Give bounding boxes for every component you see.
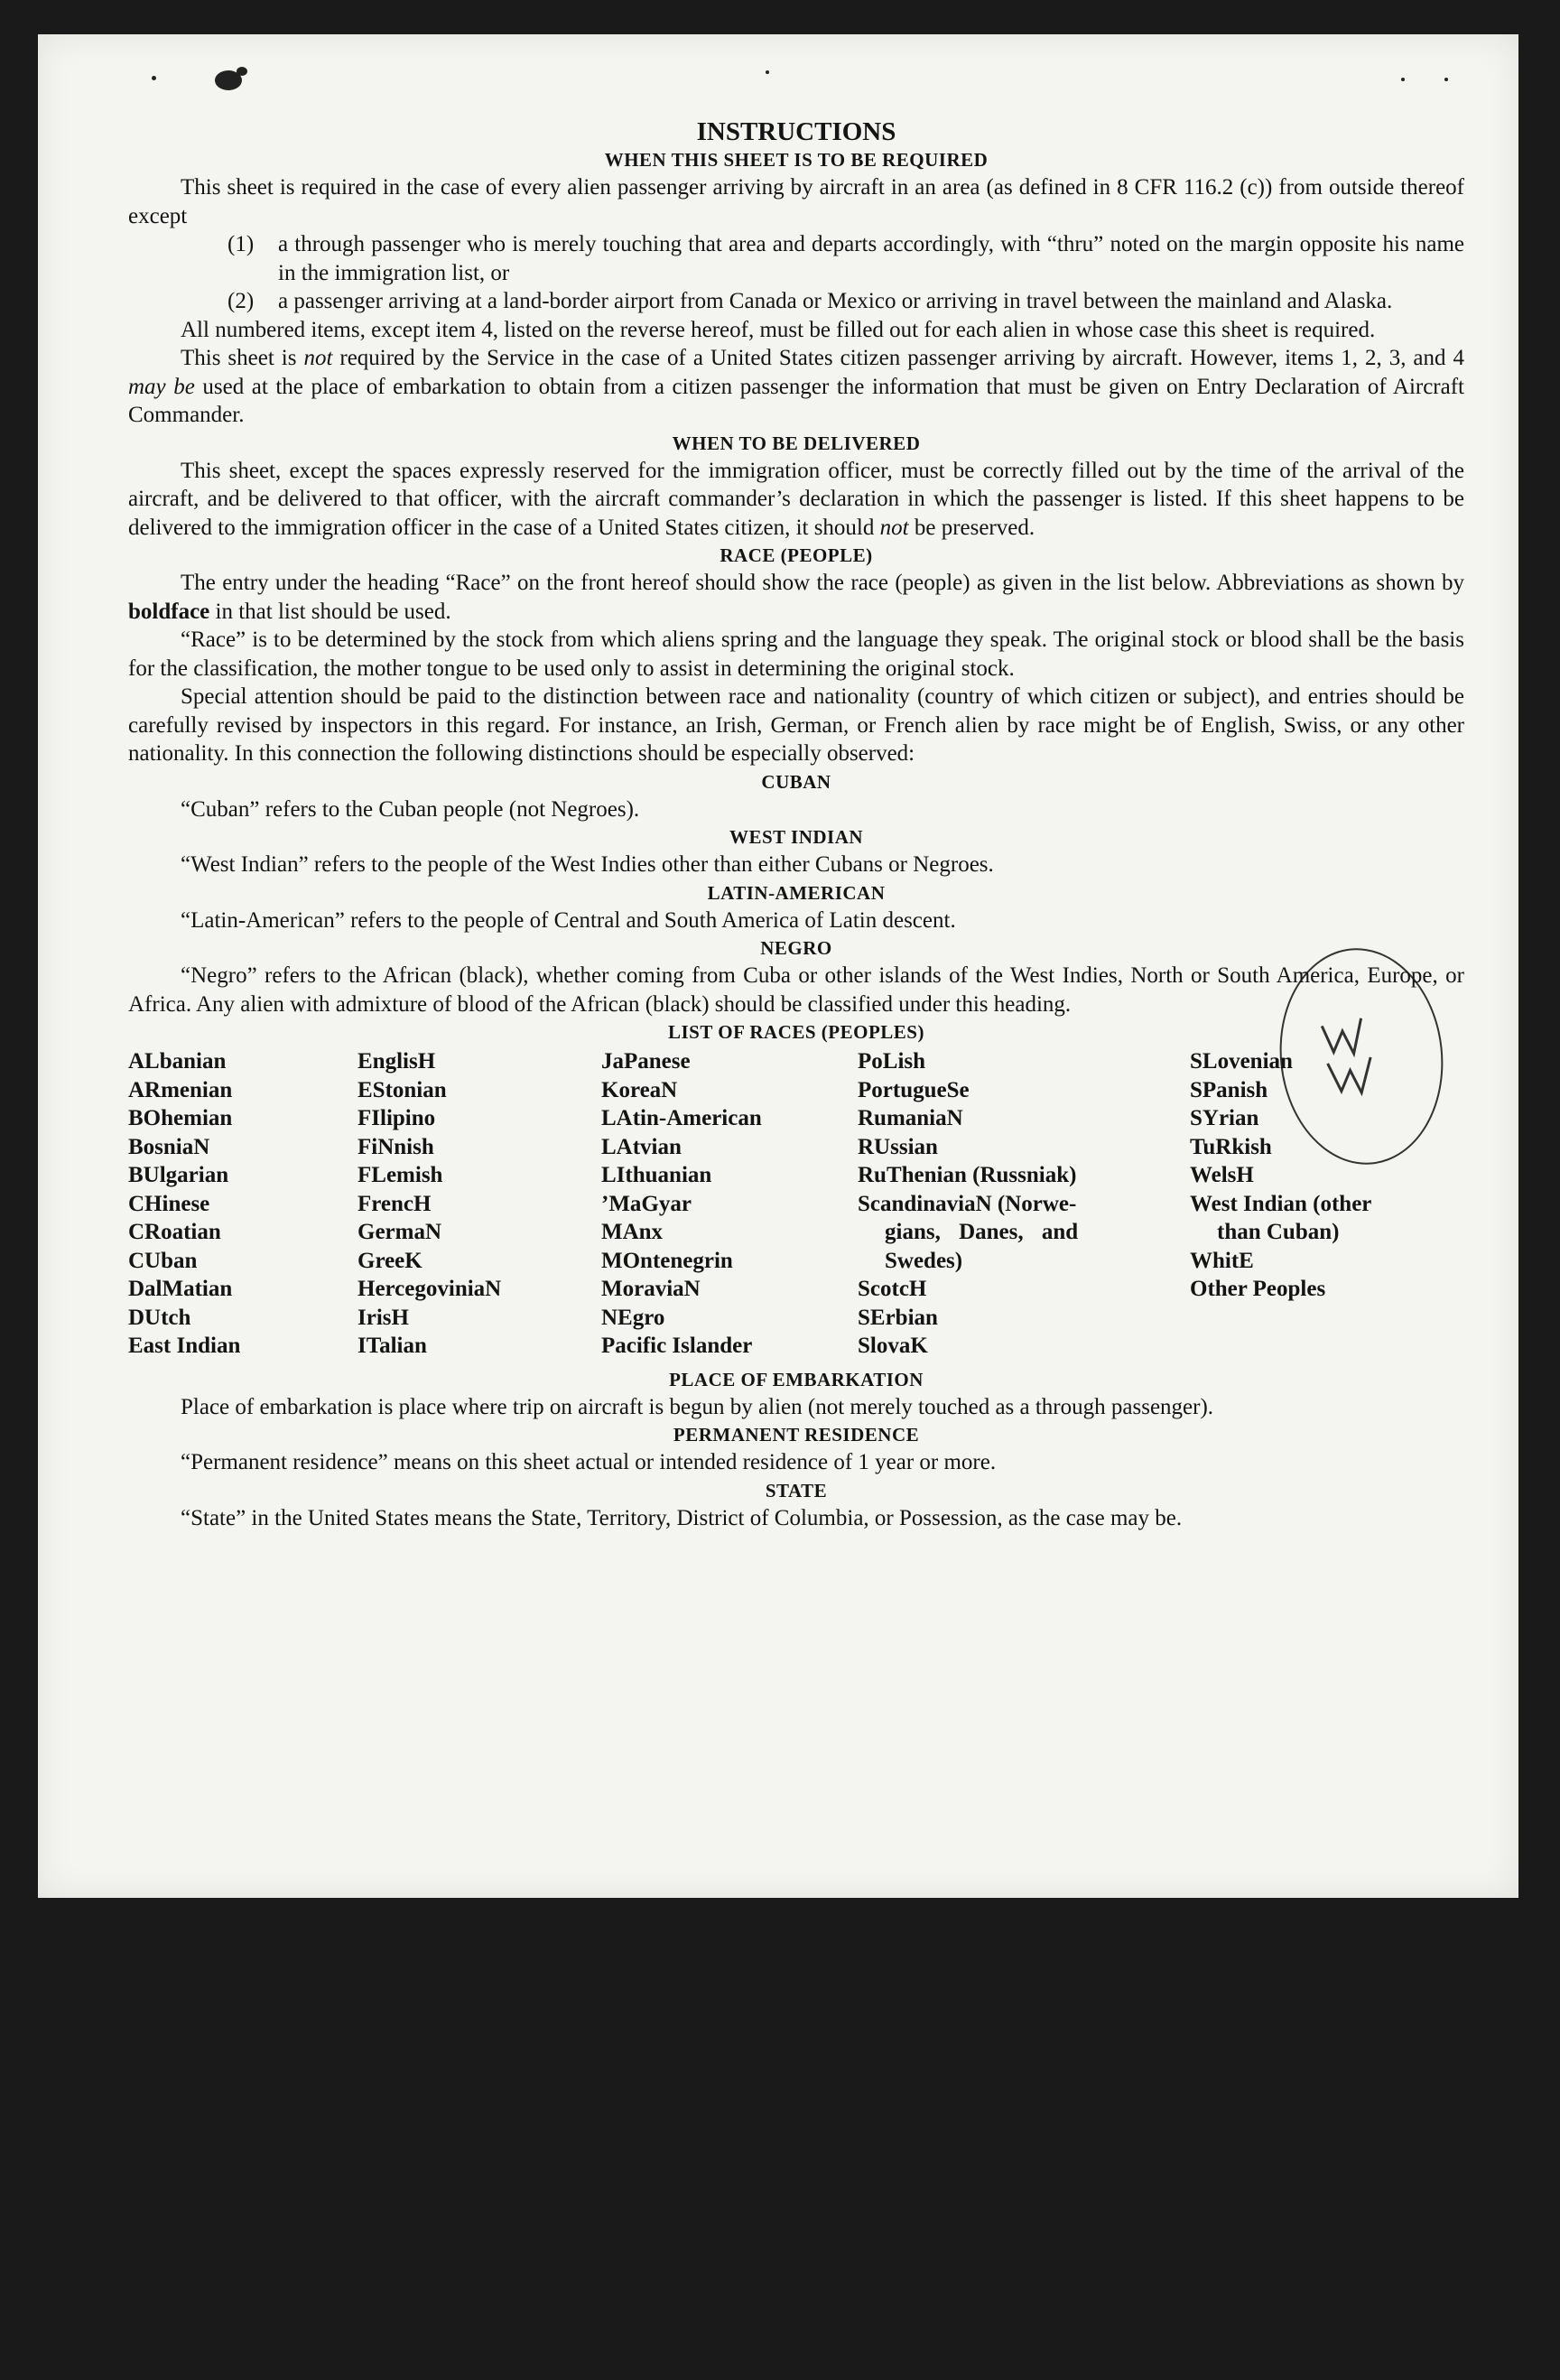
race-entry: ALbanian bbox=[128, 1049, 227, 1074]
ink-speck bbox=[237, 67, 247, 76]
paragraph: All numbered items, except item 4, listed on the reverse hereof, must be filled out for each alien in whose case this sheet is required. bbox=[181, 317, 1376, 342]
section-heading-embarkation: PLACE OF EMBARKATION bbox=[669, 1368, 924, 1390]
race-entry: Swedes) bbox=[885, 1248, 963, 1273]
text-run: This sheet, except the spaces expressly reserved for the immigration officer, must be correctly filled out by the time of the arrival of the aircraft, and be delivered to that officer, with the aircraft commander’s declaration in which the passenger is listed. If this sheet happens to be delivered to the immigration officer in the case of a United States citizen, it should bbox=[128, 458, 1464, 540]
paragraph bbox=[128, 344, 1464, 430]
text-run: used at the place of embarkation to obtain from a citizen passenger the information that must be given on Entry Declaration of Aircraft Commander. bbox=[128, 374, 1465, 427]
race-entry: LAtin-American bbox=[601, 1106, 762, 1130]
paragraph: “State” in the United States means the State, Territory, District of Columbia, or Possession, as the case may be. bbox=[181, 1505, 1183, 1530]
emphasis: may be bbox=[128, 374, 195, 399]
section-heading-latin-american: LATIN-AMERICAN bbox=[707, 881, 886, 904]
paragraph: “Cuban” refers to the Cuban people (not Negroes). bbox=[181, 796, 640, 822]
list-item bbox=[128, 287, 1464, 316]
race-entry: RuThenian (Russniak) bbox=[858, 1163, 1077, 1187]
race-entry: SlovaK bbox=[858, 1334, 928, 1358]
list-item-text: a passenger arriving at a land-border airport from Canada or Mexico or arriving in travel between the mainland and Alaska. bbox=[278, 289, 1393, 313]
section-heading-delivered: WHEN TO BE DELIVERED bbox=[672, 432, 921, 454]
race-entry: GermaN bbox=[358, 1220, 442, 1244]
races-list bbox=[128, 1047, 1464, 1361]
race-entry: ’MaGyar bbox=[601, 1191, 692, 1216]
text-run: The entry under the heading “Race” on the front hereof should show the race (people) as given in the list below. Abbreviations as shown by bbox=[181, 571, 1464, 595]
race-entry: ARmenian bbox=[128, 1077, 233, 1102]
race-entry: DalMatian bbox=[128, 1277, 233, 1301]
race-entry: CUban bbox=[128, 1248, 198, 1273]
race-entry: RUssian bbox=[858, 1134, 938, 1159]
text-run: This sheet is bbox=[181, 346, 304, 370]
race-entry: BUlgarian bbox=[128, 1163, 229, 1187]
paragraph bbox=[128, 569, 1464, 626]
race-entry: PortugueSe bbox=[858, 1077, 970, 1102]
race-entry: BosniaN bbox=[128, 1134, 210, 1159]
ink-speck bbox=[1444, 78, 1448, 81]
races-column bbox=[601, 1047, 858, 1361]
ink-speck bbox=[1401, 78, 1405, 81]
race-entry: FIlipino bbox=[358, 1106, 436, 1130]
list-item-text: a through passenger who is merely touching that area and departs accordingly, with “thru” noted on the margin opposite his name in the immigration list, or bbox=[278, 232, 1464, 285]
race-entry: DUtch bbox=[128, 1305, 191, 1330]
race-entry: WhitE bbox=[1190, 1248, 1254, 1273]
race-entry: East Indian bbox=[128, 1334, 241, 1358]
section-heading-state: STATE bbox=[765, 1479, 828, 1501]
race-entry: FLemish bbox=[358, 1163, 443, 1187]
race-entry: than Cuban) bbox=[1217, 1220, 1340, 1244]
races-column bbox=[858, 1047, 1190, 1361]
race-entry: CHinese bbox=[128, 1191, 210, 1216]
text-run: required by the Service in the case of a United States citizen passenger arriving by aircraft. However, items 1, 2, 3, and 4 bbox=[332, 346, 1464, 370]
race-entry: West Indian (other bbox=[1190, 1191, 1372, 1216]
race-entry: ITalian bbox=[358, 1334, 427, 1358]
race-entry: MoraviaN bbox=[601, 1277, 701, 1301]
paragraph: “Race” is to be determined by the stock from which aliens spring and the language they speak. The original stock or blood shall be the basis for the classification, the mother tongue to be used only to assist in determining the original stock. bbox=[128, 628, 1464, 681]
race-entry: IrisH bbox=[358, 1305, 409, 1330]
race-entry: TuRkish bbox=[1190, 1134, 1272, 1159]
ink-speck bbox=[152, 76, 156, 80]
race-entry: EStonian bbox=[358, 1077, 447, 1102]
emphasis: not bbox=[303, 346, 333, 370]
section-heading-cuban: CUBAN bbox=[761, 770, 831, 793]
text-run: in that list should be used. bbox=[209, 599, 451, 624]
paragraph: “Permanent residence” means on this sheet actual or intended residence of 1 year or more. bbox=[181, 1450, 997, 1474]
section-heading-residence: PERMANENT RESIDENCE bbox=[673, 1424, 920, 1446]
paragraph: Special attention should be paid to the distinction between race and nationality (country of which citizen or subject), and entries should be carefully revised by inspectors in this regard. For instance, an Irish, German, or French alien by race might be of English, Swiss, or any other nationality. In this connection the following distinctions should be especially observed: bbox=[128, 684, 1464, 766]
race-entry: RumaniaN bbox=[858, 1106, 963, 1130]
paragraph: This sheet is required in the case of every alien passenger arriving by aircraft in an area (as defined in 8 CFR 116.2 (c)) from outside thereof except bbox=[128, 175, 1464, 228]
race-entry: WelsH bbox=[1190, 1163, 1254, 1187]
section-heading-negro: NEGRO bbox=[760, 937, 832, 959]
list-item-number: (2) bbox=[228, 289, 255, 313]
race-entry: SPanish bbox=[1190, 1077, 1268, 1102]
document-page bbox=[38, 34, 1518, 1898]
race-entry: LAtvian bbox=[601, 1134, 682, 1159]
race-entry: ScandinaviaN (Norwe- bbox=[858, 1191, 1077, 1216]
race-entry: CRoatian bbox=[128, 1220, 221, 1244]
section-heading-race: RACE (PEOPLE) bbox=[720, 544, 873, 566]
race-entry: FiNnish bbox=[358, 1134, 434, 1159]
race-entry: MOntenegrin bbox=[601, 1248, 733, 1273]
race-entry: SLovenian bbox=[1190, 1049, 1293, 1074]
race-entry: BOhemian bbox=[128, 1106, 233, 1130]
paragraph: “Negro” refers to the African (black), whether coming from Cuba or other islands of the West Indies, North or South America, Europe, or Africa. Any alien with admixture of blood of the African (black) should be classified under this heading. bbox=[128, 963, 1464, 1017]
race-entry: gians, Danes, and bbox=[885, 1220, 1079, 1244]
race-entry: JaPanese bbox=[601, 1049, 691, 1074]
race-entry: LIthuanian bbox=[601, 1163, 712, 1187]
race-entry: EnglisH bbox=[358, 1049, 436, 1074]
list-item-number: (1) bbox=[228, 232, 255, 256]
races-column bbox=[1190, 1047, 1464, 1361]
paragraph: “Latin-American” refers to the people of Central and South America of Latin descent. bbox=[181, 907, 956, 933]
bold-text: boldface bbox=[128, 599, 210, 624]
ink-speck bbox=[766, 70, 769, 74]
race-entry: HercegoviniaN bbox=[358, 1277, 502, 1301]
race-entry: SYrian bbox=[1190, 1106, 1259, 1130]
emphasis: not bbox=[879, 515, 909, 540]
race-entry: Other Peoples bbox=[1190, 1277, 1326, 1301]
page-title: INSTRUCTIONS bbox=[696, 117, 896, 146]
paragraph: Place of embarkation is place where trip on aircraft is begun by alien (not merely touched as a through passenger). bbox=[181, 1394, 1214, 1419]
race-entry: Pacific Islander bbox=[601, 1334, 753, 1358]
paragraph bbox=[128, 457, 1464, 543]
race-entry: GreeK bbox=[358, 1248, 422, 1273]
section-heading-list-of-races: LIST OF RACES (PEOPLES) bbox=[668, 1021, 924, 1043]
text-run: be preserved. bbox=[908, 515, 1035, 540]
races-column bbox=[358, 1047, 601, 1361]
race-entry: PoLish bbox=[858, 1049, 926, 1074]
race-entry: ScotcH bbox=[858, 1277, 927, 1301]
race-entry: MAnx bbox=[601, 1220, 664, 1244]
section-heading-west-indian: WEST INDIAN bbox=[729, 826, 864, 848]
race-entry: FrencH bbox=[358, 1191, 432, 1216]
race-entry: SErbian bbox=[858, 1305, 938, 1330]
list-item bbox=[128, 230, 1464, 287]
instructions-body bbox=[128, 117, 1464, 1532]
race-entry: KoreaN bbox=[601, 1077, 678, 1102]
races-column bbox=[128, 1047, 358, 1361]
race-entry: NEgro bbox=[601, 1305, 665, 1330]
paragraph: “West Indian” refers to the people of the West Indies other than either Cubans or Negroes. bbox=[181, 852, 994, 877]
section-heading-required: WHEN THIS SHEET IS TO BE REQUIRED bbox=[604, 149, 989, 171]
